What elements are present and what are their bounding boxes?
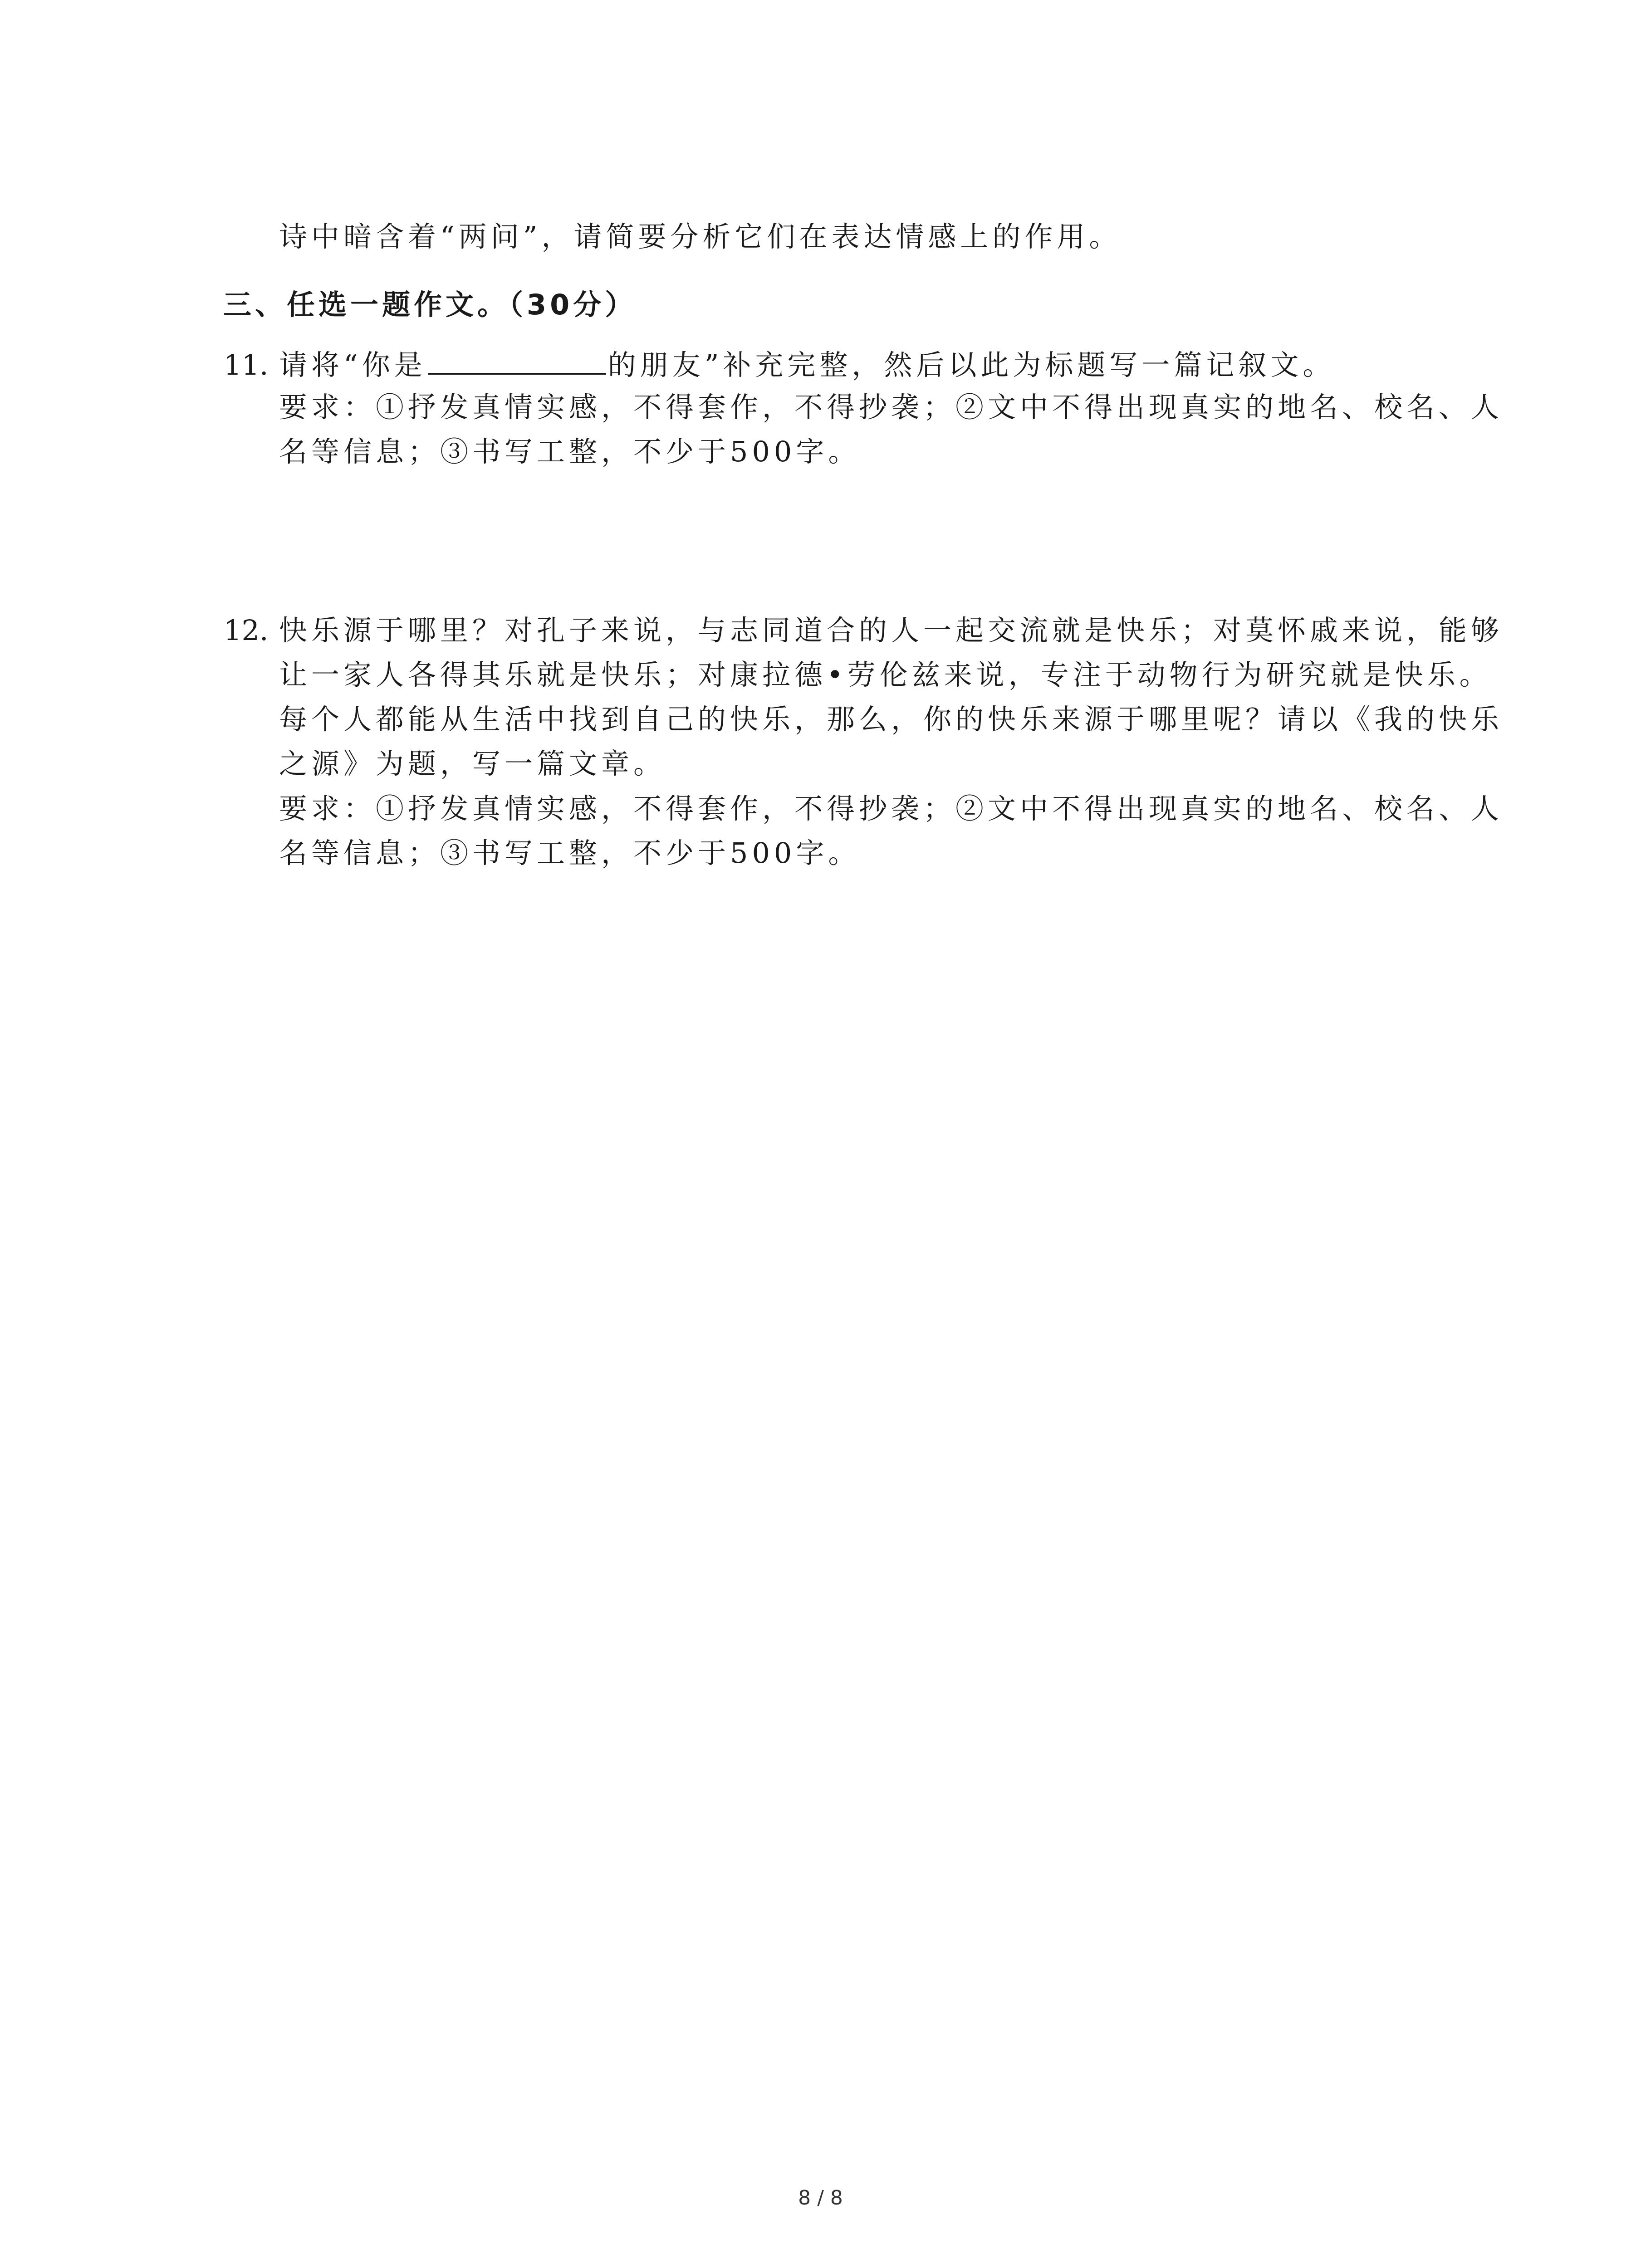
question-12-line-3: 每个人都能从生活中找到自己的快乐，那么，你的快乐来源于哪里呢？请以《我的快乐 xyxy=(279,703,1504,736)
section-heading: 三、任选一题作文。（30分） xyxy=(223,288,637,321)
question-12-text: 快乐源于哪里？对孔子来说，与志同道合的人一起交流就是快乐；对莫怀戚来说，能够 xyxy=(279,614,1504,647)
question-11-requirement-line-1: 要求：①抒发真情实感，不得套作，不得抄袭；②文中不得出现真实的地名、校名、人 xyxy=(279,391,1504,424)
question-12-line-4: 之源》为题，写一篇文章。 xyxy=(279,747,666,780)
question-number: 12. xyxy=(224,614,269,647)
question-11-prompt-end: 的朋友”补充完整，然后以此为标题写一篇记叙文。 xyxy=(607,348,1335,381)
question-11-prompt xyxy=(224,345,1335,383)
question-number: 11. xyxy=(224,348,269,381)
question-11-prompt-start: 请将“你是 xyxy=(279,348,426,381)
question-12-line-2: 让一家人各得其乐就是快乐；对康拉德•劳伦兹来说，专注于动物行为研究就是快乐。 xyxy=(279,658,1492,691)
question-12-requirement-line-2: 名等信息；③书写工整，不少于500字。 xyxy=(279,836,861,870)
fill-in-blank xyxy=(428,345,606,375)
question-12-line-1 xyxy=(224,612,1503,649)
previous-question-continuation: 诗中暗含着“两问”，请简要分析它们在表达情感上的作用。 xyxy=(279,220,1122,253)
question-11-requirement-line-2: 名等信息；③书写工整，不少于500字。 xyxy=(279,435,861,468)
page-number: 8 / 8 xyxy=(798,2186,843,2209)
question-12-requirement-line-1: 要求：①抒发真情实感，不得套作，不得抄袭；②文中不得出现真实的地名、校名、人 xyxy=(279,792,1504,825)
